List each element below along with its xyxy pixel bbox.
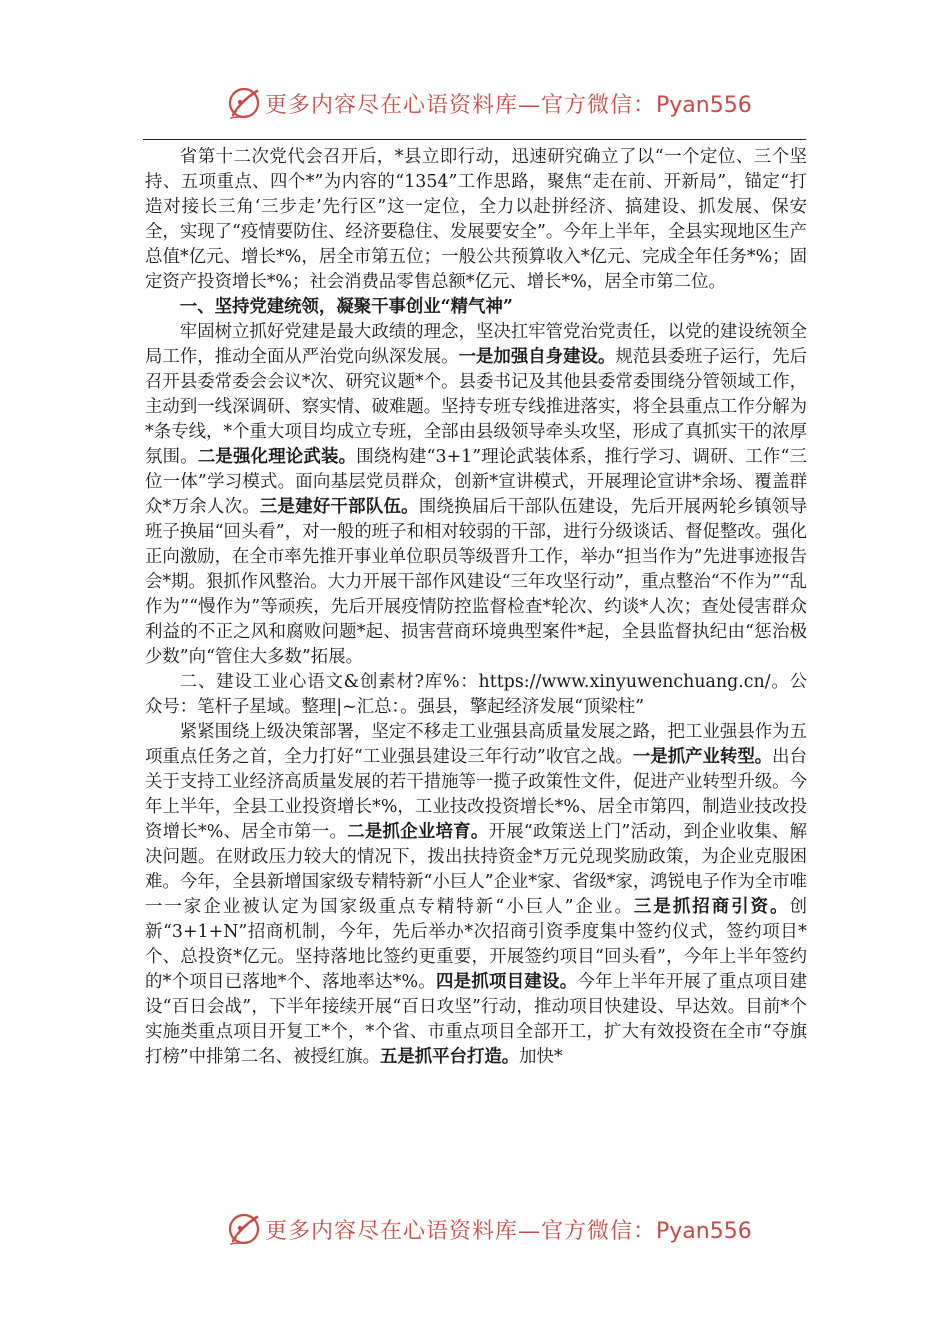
wechat-id: Pyan556 [656,1219,752,1244]
banner-slogan: 更多内容尽在心语资料库—官方微信： [265,93,657,118]
text-run: 加快* [519,1047,563,1067]
section-1-paragraph [145,320,807,670]
bold-point: 三是建好干部队伍。 [259,497,419,517]
text-run: 今年上半年开展了重点项目建设“百日会战”，下半年接续开展“百日攻坚”行动，推动项目快建设、早达效。目前*个实施类重点项目开复工*个，*个省、市重点项目全部开工，扩大有效投资在全市“夺旗打榜”中排第二名、被授红旗。 [145,972,807,1067]
banner-text [265,1214,752,1245]
footer-banner [0,1208,950,1252]
text-run: 开展“政策送上门”活动，到企业收集、解决问题。在财政压力较大的情况下，拨出扶持资金*万元兑现奖励政策，为企业克服困难。今年，全县新增国家级专精特新“小巨人”企业*家、省级*家，鸿锐电子作为全市唯一一家企业被认定为国家级重点专精特新“小巨人”企业。 [145,822,807,917]
bold-point: 三是抓招商引资。 [633,897,790,917]
bold-point: 四是抓项目建设。 [435,972,578,992]
text-run: 围绕构建“3+1”理论武装体系，推行学习、调研、工作“三位一体”学习模式。面向基层党员群众，创新*宣讲模式，开展理论宣讲*余场、覆盖群众*万余人次。 [145,447,807,517]
banner-slogan: 更多内容尽在心语资料库—官方微信： [265,1219,657,1244]
section-heading-1: 一、坚持党建统领，凝聚干事创业“精气神” [179,297,513,317]
text-run: 规范县委班子运行，先后召开县委常委会会议*次、研究议题*个。县委书记及其他县委常委围绕分管领域工作，主动到一线深调研、察实情、破难题。坚持专班专线推进落实，将全县重点工作分解为*条专线，*个重大项目均成立专班，全部由县级领导牵头攻坚，形成了真抓实干的浓厚氛围。 [145,347,807,467]
header-divider [143,139,806,140]
pen-flourish-logo-icon [227,85,263,121]
bold-point: 二是强化理论武装。 [197,447,357,467]
text-run: 牢固树立抓好党建是最大政绩的理念，坚决扛牢管党治党责任，以党的建设统领全局工作，推动全面从严治党向纵深发展。 [145,322,807,367]
text-run: 出台关于支持工业经济高质量发展的若干措施等一揽子政策性文件，促进产业转型升级。今年上半年，全县工业投资增长*%，工业技改投资增长*%、居全市第四，制造业技改投资增长*%、居全市第一。 [145,747,807,842]
bold-point: 一是加强自身建设。 [458,347,616,367]
section-heading-2: 二、建设工业心语文&创素材?库%：https://www.xinyuwenchuang.cn/。公众号：笔杆子星域。整理|~汇总：。强县，擎起经济发展“顶梁柱” [145,672,807,717]
bold-point: 一是抓产业转型。 [632,747,773,767]
text-run: 创新“3+1+N”招商机制，今年，先后举办*次招商引资季度集中签约仪式，签约项目*个、总投资*亿元。坚持落地比签约更重要，开展签约项目“回头看”，今年上半年签约的*个项目已落地*个、落地率达*%。 [145,897,807,992]
text-run: 紧紧围绕上级决策部署，坚定不移走工业强县高质量发展之路，把工业强县作为五项重点任务之首，全力打好“工业强县建设三年行动”收官之战。 [145,722,807,767]
wechat-id: Pyan556 [656,93,752,118]
header-banner [0,82,950,126]
banner-text [265,88,752,119]
document-body [145,145,807,1070]
intro-paragraph: 省第十二次党代会召开后，*县立即行动，迅速研究确立了以“一个定位、三个坚持、五项重点、四个*”为内容的“1354”工作思路，聚焦“走在前、开新局”，锚定“打造对接长三角‘三步走’先行区”这一定位，全力以赴拼经济、搞建设、抓发展、保安全，实现了“疫情要防住、经济要稳住、发展要安全”。今年上半年，全县实现地区生产总值*亿元、增长*%，居全市第五位；一般公共预算收入*亿元、完成全年任务*%；固定资产投资增长*%；社会消费品零售总额*亿元、增长*%，居全市第二位。 [145,147,807,292]
pen-flourish-logo-icon [227,1211,263,1247]
section-2-paragraph [145,720,807,1070]
text-run: 围绕换届后干部队伍建设，先后开展两轮乡镇领导班子换届“回头看”，对一般的班子和相对较弱的干部，进行分级谈话、督促整改。强化正向激励，在全市率先推开事业单位职员等级晋升工作，举办“担当作为”先进事迹报告会*期。狠抓作风整治。大力开展干部作风建设“三年攻坚行动”，重点整治“不作为”“乱作为”“慢作为”等顽疾，先后开展疫情防控监督检查*轮次、约谈*人次；查处侵害群众利益的不正之风和腐败问题*起、损害营商环境典型案件*起，全县监督执纪由“惩治极少数”向“管住大多数”拓展。 [145,497,807,667]
bold-point: 五是抓平台打造。 [379,1047,520,1067]
bold-point: 二是抓企业培育。 [347,822,489,842]
